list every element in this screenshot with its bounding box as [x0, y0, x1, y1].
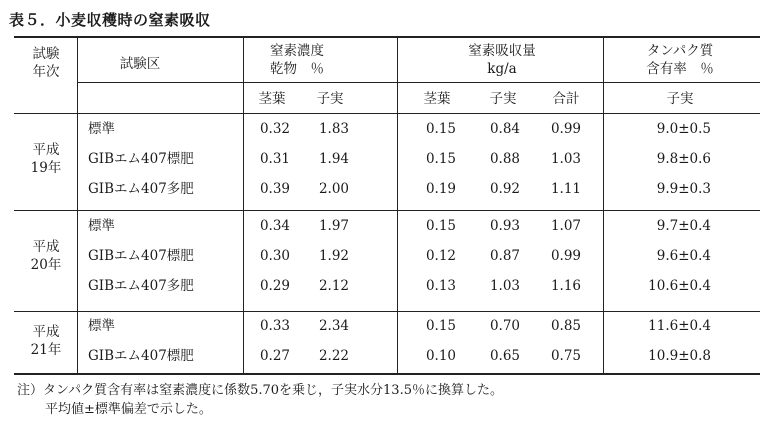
subheader-conc_grain: 子実 — [316, 91, 344, 107]
cell-protein: 11.6±0.4 — [648, 318, 711, 334]
plot-name: GIBエム407標肥 — [88, 348, 194, 364]
cell-conc-grain: 1.92 — [318, 248, 349, 264]
header-protein-line: タンパク質 — [646, 43, 714, 59]
note-line: 注）タンパク質含有率は窒素濃度に係数5.70を乗じ，子実水分13.5％に換算した。 — [17, 383, 503, 398]
cell-protein: 9.9±0.3 — [656, 181, 711, 197]
plot-name: 標準 — [88, 121, 115, 137]
top-rule — [14, 36, 760, 38]
group-rule — [14, 311, 760, 312]
subheader-protein: 子実 — [666, 91, 694, 107]
plot-name: GIBエム407多肥 — [88, 181, 194, 197]
column-divider — [603, 37, 604, 373]
cell-conc-stem: 0.32 — [259, 121, 290, 137]
subheader-up_total: 合計 — [552, 91, 580, 107]
header-year-line: 年次 — [32, 64, 60, 80]
cell-up-stem: 0.10 — [425, 348, 456, 364]
cell-up-grain: 0.84 — [489, 121, 520, 137]
year-label-line: 平成 — [32, 239, 60, 255]
header-plot: 試験区 — [119, 56, 161, 72]
subheader-conc_stem: 茎葉 — [258, 91, 286, 107]
cell-conc-grain: 1.94 — [318, 151, 349, 167]
year-label-line: 平成 — [32, 324, 60, 340]
header-n-conc-line: 窒素濃度 — [270, 43, 324, 59]
cell-up-total: 1.03 — [550, 151, 581, 167]
cell-up-total: 0.99 — [550, 248, 581, 264]
group-rule — [14, 210, 760, 211]
plot-name: 標準 — [88, 218, 115, 234]
cell-protein: 10.9±0.8 — [648, 348, 711, 364]
column-divider — [397, 37, 398, 373]
year-label-line: 19年 — [30, 160, 62, 176]
cell-conc-stem: 0.34 — [259, 218, 290, 234]
cell-up-total: 0.75 — [550, 348, 581, 364]
cell-up-stem: 0.15 — [425, 151, 456, 167]
plot-name: GIBエム407多肥 — [88, 278, 194, 294]
cell-conc-stem: 0.39 — [259, 181, 290, 197]
cell-up-grain: 0.92 — [489, 181, 520, 197]
subheader-rule — [77, 82, 760, 83]
plot-name: GIBエム407標肥 — [88, 248, 194, 264]
cell-up-total: 0.85 — [550, 318, 581, 334]
subheader-up_grain: 子実 — [489, 91, 517, 107]
cell-up-stem: 0.13 — [425, 278, 456, 294]
cell-protein: 9.8±0.6 — [656, 151, 711, 167]
cell-up-grain: 0.93 — [489, 218, 520, 234]
cell-conc-stem: 0.33 — [259, 318, 290, 334]
note-line: 平均値±標準偏差で示した。 — [45, 402, 212, 417]
table-title: 表５．小麦収穫時の窒素吸収 — [9, 11, 211, 29]
cell-up-grain: 1.03 — [489, 278, 520, 294]
cell-up-total: 1.16 — [550, 278, 581, 294]
header-n-uptake-line: kg/a — [487, 61, 517, 77]
cell-up-stem: 0.15 — [425, 318, 456, 334]
cell-conc-grain: 1.83 — [318, 121, 349, 137]
cell-conc-grain: 2.34 — [318, 318, 349, 334]
cell-up-total: 0.99 — [550, 121, 581, 137]
cell-up-grain: 0.87 — [489, 248, 520, 264]
header-n-uptake-line: 窒素吸収量 — [468, 43, 536, 59]
cell-up-total: 1.07 — [550, 218, 581, 234]
column-divider — [243, 37, 244, 373]
table-notes — [17, 381, 503, 419]
plot-name: GIBエム407標肥 — [88, 151, 194, 167]
cell-up-stem: 0.15 — [425, 218, 456, 234]
cell-conc-stem: 0.29 — [259, 278, 290, 294]
cell-up-total: 1.11 — [550, 181, 581, 197]
header-n-conc-line: 乾物 ％ — [270, 61, 324, 77]
bottom-rule — [14, 373, 760, 375]
cell-up-grain: 0.70 — [489, 318, 520, 334]
cell-conc-grain: 1.97 — [318, 218, 349, 234]
cell-conc-grain: 2.00 — [318, 181, 349, 197]
year-label-line: 平成 — [32, 142, 60, 158]
cell-up-stem: 0.12 — [425, 248, 456, 264]
cell-up-grain: 0.88 — [489, 151, 520, 167]
year-label-line: 20年 — [30, 257, 62, 273]
subheader-up_stem: 茎葉 — [423, 91, 451, 107]
cell-up-grain: 0.65 — [489, 348, 520, 364]
header-protein-line: 含有率 ％ — [646, 61, 714, 77]
year-label-line: 21年 — [30, 342, 62, 358]
plot-name: 標準 — [88, 318, 115, 334]
header-bottom-rule — [14, 113, 760, 114]
cell-conc-grain: 2.12 — [318, 278, 349, 294]
cell-protein: 9.6±0.4 — [656, 248, 711, 264]
header-year-line: 試験 — [32, 46, 60, 62]
column-divider — [77, 37, 78, 373]
cell-protein: 9.7±0.4 — [656, 218, 711, 234]
cell-conc-grain: 2.22 — [318, 348, 349, 364]
cell-protein: 10.6±0.4 — [648, 278, 711, 294]
cell-conc-stem: 0.30 — [259, 248, 290, 264]
cell-up-stem: 0.19 — [425, 181, 456, 197]
cell-protein: 9.0±0.5 — [656, 121, 711, 137]
cell-up-stem: 0.15 — [425, 121, 456, 137]
cell-conc-stem: 0.31 — [259, 151, 290, 167]
cell-conc-stem: 0.27 — [259, 348, 290, 364]
